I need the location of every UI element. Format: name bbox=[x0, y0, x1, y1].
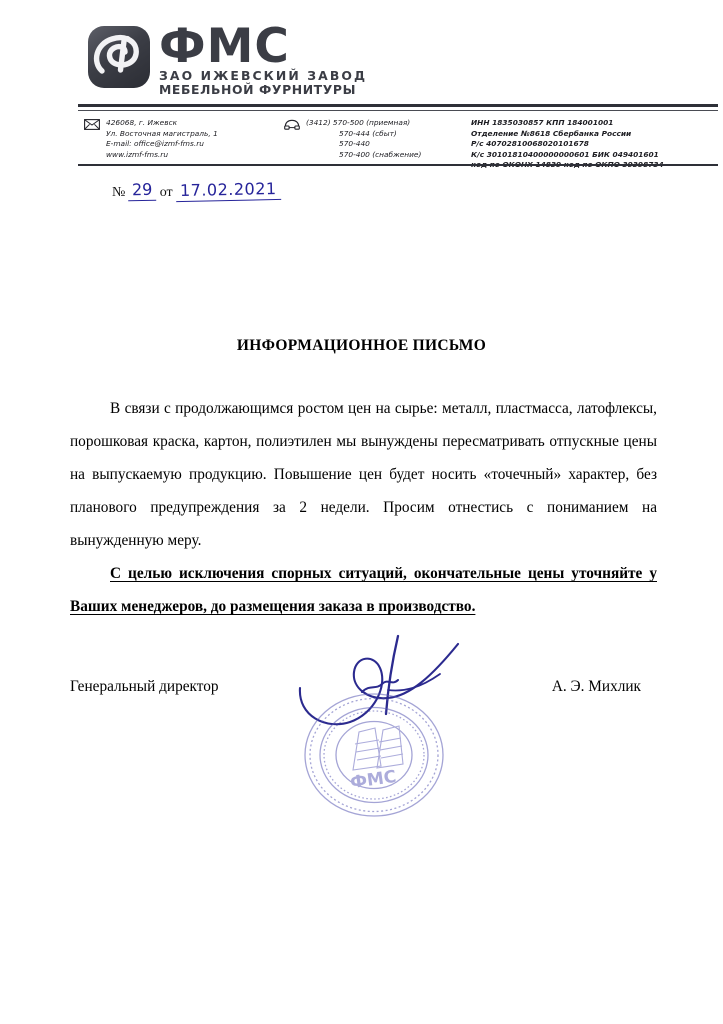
address-column bbox=[78, 114, 284, 164]
document-date-value[interactable]: 17.02.2021 bbox=[175, 179, 280, 202]
company-abbr: ФМС bbox=[159, 19, 290, 74]
document-number-value[interactable]: 29 bbox=[128, 180, 157, 202]
bank-line-inn: ИНН 1835030857 КПП 184001001 bbox=[471, 118, 614, 127]
page-title: ИНФОРМАЦИОННОЕ ПИСЬМО bbox=[236, 337, 487, 354]
address-lines bbox=[106, 118, 218, 160]
phone-lines bbox=[306, 118, 421, 160]
email-line[interactable]: E-mail: office@izmf-fms.ru bbox=[106, 139, 204, 149]
address-line-1: 426068, г. Ижевск bbox=[106, 118, 178, 127]
header-rule-thin bbox=[78, 110, 718, 111]
body-paragraph-1: В связи с продолжающимся ростом цен на сырье: металл, пластмасса, латофлексы, порошковая краска, картон, полиэтилен мы вынуждены пересматривать отпускные цены на выпускаемую продукцию. Повышение цен будет носить «точечный» характер, без планового предупреждения за 2 недели. Просим отнестись с пониманием на вынужденную меру. bbox=[70, 400, 657, 549]
address-line-2: Ул. Восточная магистраль, 1 bbox=[106, 128, 218, 138]
envelope-icon bbox=[84, 119, 100, 134]
bank-line-account: Р/с 40702810068020101678 bbox=[471, 139, 589, 149]
header-rule-bottom bbox=[78, 164, 718, 166]
phone-line-3: 570-440 bbox=[339, 139, 370, 149]
company-logo bbox=[78, 19, 718, 97]
phone-line-1: (3412) 570-500 (приемная) bbox=[306, 118, 411, 127]
fms-monogram-logo-icon bbox=[88, 26, 150, 88]
header-rule-thick bbox=[78, 104, 718, 107]
phone-line-4: 570-400 (снабжение) bbox=[339, 149, 422, 159]
document-body bbox=[70, 392, 657, 623]
contact-details-bar bbox=[78, 114, 718, 164]
website-line[interactable]: www.izmf-fms.ru bbox=[106, 149, 169, 159]
bank-line-branch: Отделение №8618 Сбербанка России bbox=[471, 128, 632, 138]
bank-details-column bbox=[459, 114, 718, 164]
company-name-line-2: МЕБЕЛЬНОЙ ФУРНИТУРЫ bbox=[159, 81, 357, 97]
date-label: от bbox=[159, 185, 173, 200]
telephone-icon bbox=[284, 119, 300, 134]
round-company-stamp-icon bbox=[303, 692, 446, 818]
bank-line-corr-account: К/с 30101810400000000601 БИК 049401601 bbox=[471, 149, 659, 159]
signature-row bbox=[70, 678, 657, 696]
signer-position: Генеральный директор bbox=[70, 678, 219, 695]
phone-line-2: 570-444 (сбыт) bbox=[339, 128, 397, 138]
company-wordmark bbox=[159, 19, 368, 97]
body-paragraph-2-emphasis: С целью исключения спорных ситуаций, окончательные цены уточняйте у Ваших менеджеров, до размещения заказа в производство. bbox=[70, 565, 657, 615]
signer-name: А. Э. Михлик bbox=[551, 678, 641, 695]
company-name-line-1: ЗАО ИЖЕВСКИЙ ЗАВОД bbox=[159, 68, 368, 83]
document-number-line bbox=[112, 180, 280, 201]
letterhead bbox=[78, 19, 718, 97]
phone-column bbox=[284, 114, 459, 164]
number-label: № bbox=[112, 185, 126, 200]
svg-text:ФМС: ФМС bbox=[349, 766, 398, 794]
